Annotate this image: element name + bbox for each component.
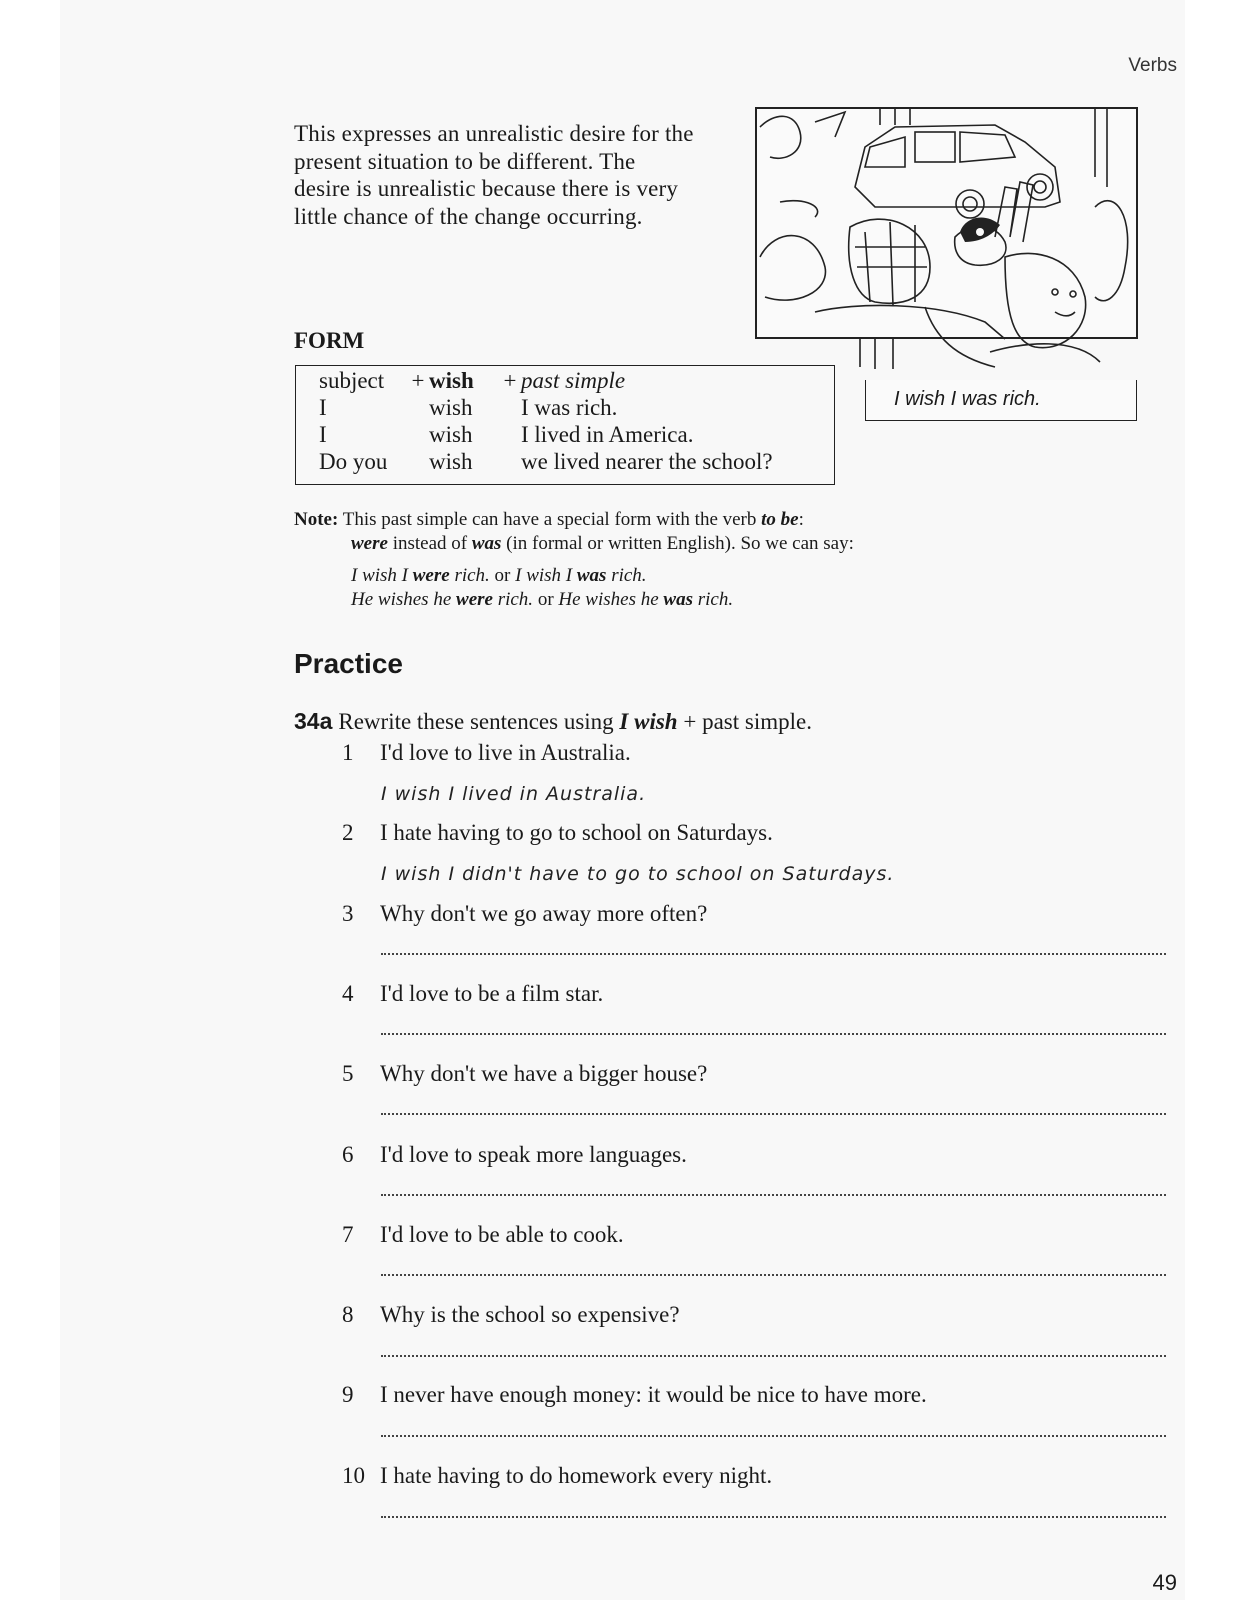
form-cell <box>407 395 429 422</box>
page-number: 49 <box>1152 1570 1177 1595</box>
illustration-caption: I wish I was rich. <box>865 380 1137 421</box>
form-cell <box>499 395 521 422</box>
note-label: Note: <box>294 509 339 530</box>
item-text: Why is the school so expensive? <box>380 1302 680 1327</box>
answer-line[interactable] <box>381 1516 1166 1518</box>
note-text: instead of <box>387 533 472 554</box>
form-cell: wish <box>429 449 473 474</box>
item-number: 5 <box>342 1061 354 1086</box>
instruction-text: Rewrite these sentences using <box>338 709 620 734</box>
item-text: I'd love to be able to cook. <box>380 1222 624 1247</box>
form-row <box>319 449 773 476</box>
answer-line[interactable] <box>381 1355 1166 1357</box>
exercise-item <box>342 1302 1162 1328</box>
item-text: I'd love to speak more languages. <box>380 1142 687 1167</box>
form-cell: we lived nearer the school? <box>521 449 773 474</box>
instruction-text: + past simple. <box>677 709 812 734</box>
item-text: I hate having to do homework every night. <box>380 1463 773 1488</box>
exercise-item <box>342 820 1162 846</box>
example-text: I wish I <box>351 565 413 586</box>
form-cell: I lived in America. <box>521 422 694 447</box>
form-box <box>295 365 835 485</box>
example-text: rich. <box>492 589 534 610</box>
exercise-item <box>342 1382 1162 1408</box>
exercise-instruction <box>294 708 812 735</box>
exercise-item <box>342 1222 1162 1248</box>
example-text: He wishes he <box>351 589 457 610</box>
exercise-item <box>342 901 1162 927</box>
example-text: rich. <box>449 565 490 586</box>
answer-text: I wish I didn't have to go to school on Saturdays. <box>381 863 895 885</box>
practice-heading: Practice <box>294 648 403 679</box>
form-cell: past simple <box>521 368 626 393</box>
example-emphasis: were <box>456 589 493 610</box>
form-cell: I <box>319 422 327 447</box>
note-emphasis: was <box>471 533 502 554</box>
item-text: I never have enough money: it would be nice to have more. <box>380 1382 927 1407</box>
item-text: I hate having to go to school on Saturdays. <box>380 820 773 845</box>
example-text: He wishes he <box>558 589 664 610</box>
item-number: 9 <box>342 1382 354 1407</box>
item-number: 3 <box>342 901 354 926</box>
form-cell: subject <box>319 368 385 393</box>
note-text: : <box>798 509 804 530</box>
exercise-number: 34a <box>294 708 333 734</box>
form-cell <box>499 449 521 476</box>
note-example-2 <box>351 588 994 612</box>
example-text: rich. <box>692 589 734 610</box>
example-emphasis: was <box>576 565 607 586</box>
form-cell <box>499 422 521 449</box>
example-or: or <box>533 589 559 610</box>
answer-line[interactable] <box>381 1194 1166 1196</box>
form-cell: I was rich. <box>521 395 618 420</box>
exercise-item <box>342 1142 1162 1168</box>
form-cell: + <box>503 368 517 393</box>
example-or: or <box>489 565 516 586</box>
note <box>294 508 994 612</box>
exercise-item <box>342 981 1162 1007</box>
example-emphasis: was <box>663 589 693 610</box>
item-number: 2 <box>342 820 354 845</box>
note-line-1 <box>294 508 994 532</box>
item-text: I'd love to be a film star. <box>380 981 604 1006</box>
form-cell: wish <box>429 395 473 420</box>
note-example-1 <box>351 564 994 588</box>
note-line-2 <box>294 532 994 556</box>
note-text: This past simple can have a special form with the verb <box>342 509 762 530</box>
form-table <box>319 368 773 476</box>
answer-line[interactable] <box>381 1435 1166 1437</box>
answer-line[interactable] <box>381 953 1166 955</box>
answer-line[interactable] <box>381 1113 1166 1115</box>
form-cell: Do you <box>319 449 388 474</box>
item-number: 7 <box>342 1222 354 1247</box>
example-emphasis: were <box>412 565 450 586</box>
item-number: 8 <box>342 1302 354 1327</box>
exercise-item <box>342 1463 1162 1489</box>
cartoon-illustration <box>755 107 1138 424</box>
form-cell: I <box>319 395 327 420</box>
exercise-item <box>342 1061 1162 1087</box>
form-cell <box>407 449 429 476</box>
form-row <box>319 395 773 422</box>
form-cell: wish <box>429 422 473 447</box>
section-header: Verbs <box>1128 55 1177 76</box>
answer-line[interactable] <box>381 1033 1166 1035</box>
item-number: 4 <box>342 981 354 1006</box>
form-cell <box>407 422 429 449</box>
form-row <box>319 422 773 449</box>
note-emphasis: were <box>351 533 388 554</box>
note-examples <box>294 556 994 612</box>
item-number: 10 <box>342 1463 365 1488</box>
form-cell: wish <box>429 368 474 393</box>
example-text: I wish I <box>515 565 577 586</box>
form-cell: + <box>411 368 425 393</box>
item-text: Why don't we go away more often? <box>380 901 708 926</box>
form-row <box>319 368 773 395</box>
form-title: FORM <box>294 328 365 353</box>
example-text: rich. <box>606 565 647 586</box>
instruction-emphasis: I wish <box>619 709 678 734</box>
item-number: 1 <box>342 740 354 765</box>
item-text: I'd love to live in Australia. <box>380 740 631 765</box>
item-number: 6 <box>342 1142 354 1167</box>
note-emphasis: to be <box>761 509 799 530</box>
intro-paragraph: This expresses an unrealistic desire for the present situation to be different. The desire is unrealistic because there is very little chance of the change occurring. <box>294 121 694 229</box>
answer-text: I wish I lived in Australia. <box>381 783 647 805</box>
answer-line[interactable] <box>381 1274 1166 1276</box>
note-text: (in formal or written English). So we can say: <box>501 533 854 554</box>
exercise-item <box>342 740 1162 766</box>
item-text: Why don't we have a bigger house? <box>380 1061 708 1086</box>
